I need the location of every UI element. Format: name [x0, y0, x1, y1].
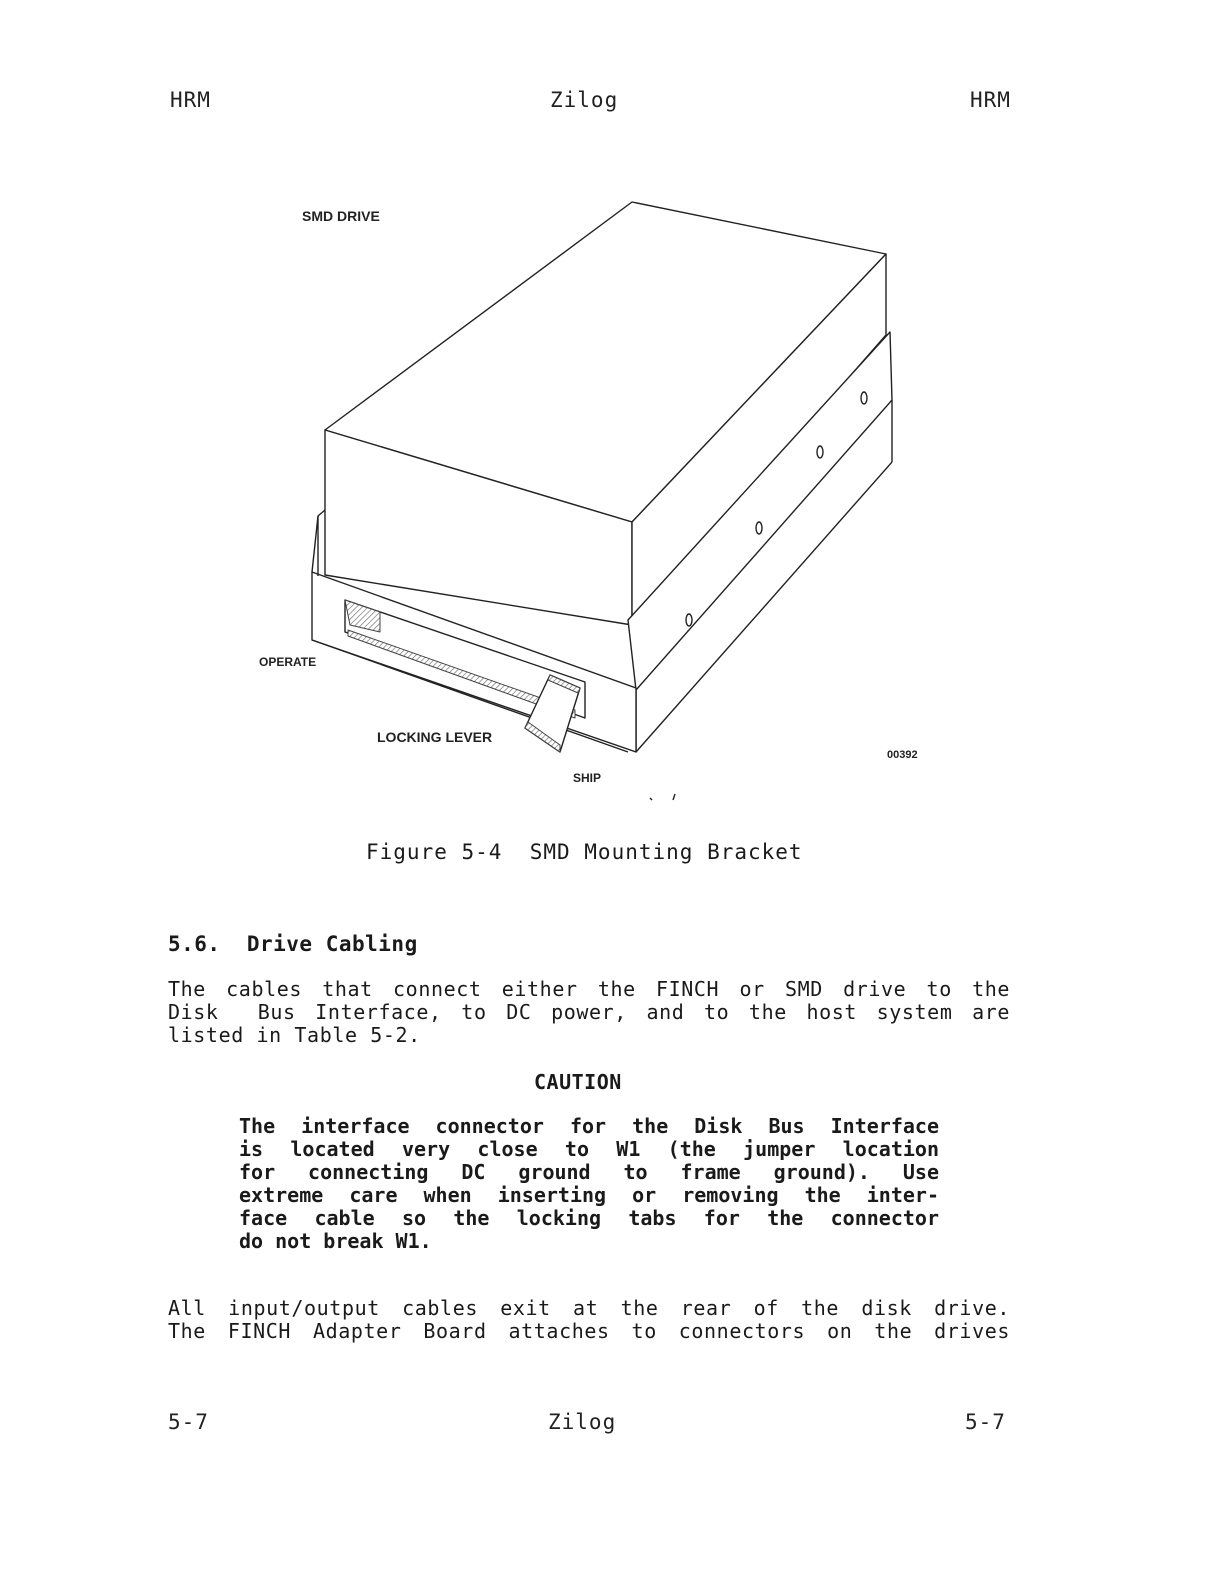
paragraph-line: The cables that connect either the FINCH or SMD drive to the — [168, 977, 1010, 1001]
paragraph-line: Disk Bus Interface, to DC power, and to the host system are — [168, 1000, 1010, 1024]
footer-right: 5-7 — [965, 1410, 1006, 1434]
label-locking-lever: LOCKING LEVER — [377, 729, 493, 745]
caution-line: is located very close to W1 (the jumper location — [239, 1137, 939, 1161]
caution-line: face cable so the locking tabs for the connector — [239, 1206, 939, 1230]
intro-paragraph — [168, 978, 1010, 1047]
figure-caption: Figure 5-4 SMD Mounting Bracket — [366, 840, 803, 864]
footer-center: Zilog — [548, 1410, 617, 1434]
caution-title: CAUTION — [534, 1070, 622, 1094]
label-operate: OPERATE — [259, 655, 317, 669]
section-heading: 5.6. Drive Cabling — [168, 932, 418, 956]
label-figure-number: 00392 — [887, 749, 918, 761]
caution-line: The interface connector for the Disk Bus Interface — [239, 1114, 939, 1138]
header-left: HRM — [170, 88, 211, 112]
footer-left: 5-7 — [168, 1410, 209, 1434]
smd-mounting-bracket-figure — [240, 180, 960, 820]
header-center: Zilog — [550, 88, 619, 112]
caution-body — [239, 1115, 939, 1253]
header-right: HRM — [970, 88, 1011, 112]
closing-paragraph — [168, 1297, 1010, 1343]
label-ship: SHIP — [573, 771, 602, 785]
paragraph-line: The FINCH Adapter Board attaches to connectors on the drives — [168, 1319, 1010, 1343]
smd-drive-illustration — [240, 180, 960, 820]
label-smd-drive: SMD DRIVE — [302, 208, 380, 224]
caution-line: extreme care when inserting or removing the inter- — [239, 1183, 939, 1207]
caution-line: do not break W1. — [239, 1229, 432, 1253]
paragraph-line: listed in Table 5-2. — [168, 1023, 421, 1047]
paragraph-line: All input/output cables exit at the rear of the disk drive. — [168, 1296, 1010, 1320]
caution-line: for connecting DC ground to frame ground). Use — [239, 1160, 939, 1184]
